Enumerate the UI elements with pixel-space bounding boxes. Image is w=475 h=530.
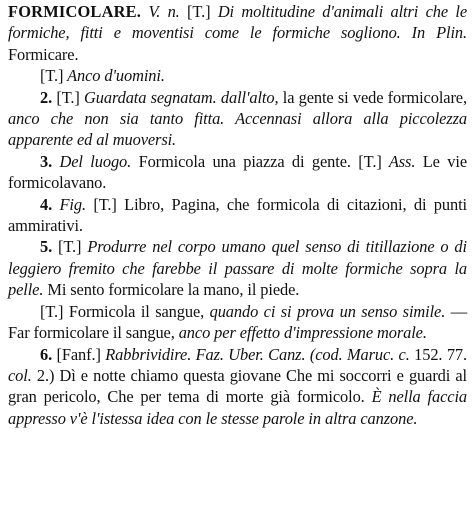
entry-text: Ass.	[381, 151, 416, 171]
entry-section	[8, 301, 467, 344]
entry-section	[8, 1, 467, 65]
entry-text: [T.]	[52, 87, 80, 107]
headword: FORMICOLARE.	[8, 2, 142, 21]
entry-text: Le vie formicolavano.	[8, 151, 468, 193]
entry-text: Del luogo.	[52, 151, 132, 171]
entry-section	[8, 151, 467, 194]
entry-text: anco per effetto d'impressione morale.	[174, 323, 427, 343]
entry-text: 5.	[40, 237, 53, 257]
entry-text: 6.	[40, 344, 53, 364]
dictionary-entry-formicolare	[8, 1, 467, 429]
entry-text: 152. 77.	[409, 344, 468, 364]
entry-text: la gente si vede formicolare,	[278, 87, 467, 107]
entry-section	[8, 65, 467, 86]
entry-text: [T.] Libro, Pagina, che formicola di citazioni, di punti ammirativi.	[8, 194, 467, 236]
entry-section	[8, 236, 467, 300]
entry-text: Formicare.	[8, 44, 79, 64]
entry-text: Di moltitudine d'animali altri che le formiche, fitti e moventisi come le formiche sogliono. In Plin.	[8, 2, 468, 43]
entry-text: Mi sento formicolare la mano, il piede.	[43, 280, 300, 300]
entry-text: [T.]	[40, 66, 64, 86]
entry-text: Formicola una piazza di gente. [T.]	[131, 151, 382, 171]
entry-text: 2.) Dì e notte chiamo questa giovane Che mi soccorri e guardi al gran pericolo, Che per tema di morte già formicolo.	[8, 365, 467, 407]
entry-section	[8, 87, 467, 151]
entry-section	[8, 344, 467, 430]
entry-text: [T.] Formicola il sangue,	[40, 301, 205, 321]
part-of-speech: V. n.	[148, 2, 180, 21]
entry-text: Rabbrividire. Faz. Uber. Canz. (cod. Maruc. c.	[100, 344, 410, 364]
entry-text: anco che non sia tanto fitta. Accennasi allora alla piccolezza apparente ed al muoversi.	[8, 109, 467, 150]
entry-text: 4.	[40, 194, 53, 214]
entry-text: — Far formicolare il sangue,	[8, 301, 467, 343]
entry-text: Produrre nel corpo umano quel senso di titillazione o di leggiero fremito che farebbe il passare di molte formiche sopra la pelle.	[8, 237, 467, 300]
entry-text: col.	[8, 365, 32, 385]
entry-text: È nella faccia appresso v'è l'istessa idea con le stesse parole in altra canzone.	[8, 387, 467, 428]
entry-text: 2.	[40, 87, 53, 107]
entry-text: Anco d'uomini.	[63, 66, 165, 86]
entry-text: [Fanf.]	[52, 344, 101, 364]
entry-text: 3.	[40, 151, 53, 171]
entry-text: [T.]	[52, 237, 82, 257]
entry-section	[8, 194, 467, 237]
entry-text: Guardata segnatam. dall'alto,	[79, 87, 279, 107]
entry-text: Fig.	[52, 194, 86, 214]
entry-text: quando ci si prova un senso simile.	[204, 301, 446, 321]
entry-text: [T.]	[187, 2, 211, 21]
